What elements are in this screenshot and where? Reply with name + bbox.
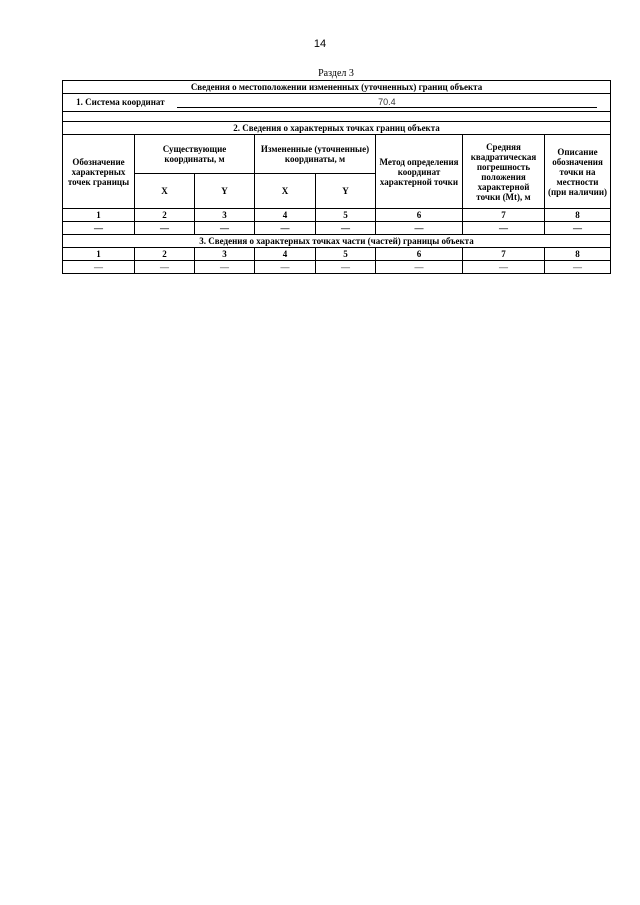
column-number: 3 xyxy=(195,209,255,222)
table-cell: — xyxy=(545,261,611,274)
table-cell: — xyxy=(376,222,463,235)
coordinate-system-label: 1. Система координат xyxy=(76,97,165,107)
table-cell: — xyxy=(195,261,255,274)
table-cell: — xyxy=(463,222,545,235)
table-cell: — xyxy=(135,261,195,274)
table-cell: — xyxy=(255,261,316,274)
column-number: 6 xyxy=(376,248,463,261)
subsection2-title-row xyxy=(63,122,611,135)
header-error: Средняя квадратическая погрешность положения характерной точки (Mt), м xyxy=(463,135,545,209)
page-number: 14 xyxy=(313,38,327,50)
header-description: Описание обозначения точки на местности (при наличии) xyxy=(545,135,611,209)
subsection3-title-row xyxy=(63,235,611,248)
column-number: 6 xyxy=(376,209,463,222)
table-cell: — xyxy=(135,222,195,235)
table-row xyxy=(63,261,611,274)
column-number: 5 xyxy=(316,248,376,261)
boundary-table xyxy=(62,80,611,274)
column-numbers-row-3 xyxy=(63,248,611,261)
header-designation: Обозначение характерных точек границы xyxy=(63,135,135,209)
table-cell: — xyxy=(316,222,376,235)
column-number: 4 xyxy=(255,248,316,261)
header-row-1 xyxy=(63,135,611,174)
column-number: 1 xyxy=(63,209,135,222)
column-number: 7 xyxy=(463,209,545,222)
subsection3-title: 3. Сведения о характерных точках части (частей) границы объекта xyxy=(63,235,611,248)
table-title-row xyxy=(63,81,611,94)
table-cell: — xyxy=(545,222,611,235)
column-number: 8 xyxy=(545,248,611,261)
header-changed: Измененные (уточненные) координаты, м xyxy=(255,135,376,174)
column-number: 2 xyxy=(135,248,195,261)
table-cell: — xyxy=(316,261,376,274)
blank-row xyxy=(63,112,611,122)
column-number: 2 xyxy=(135,209,195,222)
header-x-changed: X xyxy=(255,174,316,209)
table-cell: — xyxy=(63,222,135,235)
column-number: 4 xyxy=(255,209,316,222)
header-y-changed: Y xyxy=(316,174,376,209)
table-cell: — xyxy=(195,222,255,235)
column-numbers-row xyxy=(63,209,611,222)
table-title: Сведения о местоположении измененных (уточненных) границ объекта xyxy=(63,81,611,94)
header-existing: Существующие координаты, м xyxy=(135,135,255,174)
subsection2-title: 2. Сведения о характерных точках границ объекта xyxy=(63,122,611,135)
column-number: 3 xyxy=(195,248,255,261)
column-number: 7 xyxy=(463,248,545,261)
column-number: 5 xyxy=(316,209,376,222)
coordinate-system-row xyxy=(63,94,611,112)
table-cell: — xyxy=(255,222,316,235)
table-cell: — xyxy=(463,261,545,274)
header-x-existing: X xyxy=(135,174,195,209)
table-cell: — xyxy=(63,261,135,274)
header-method: Метод определения координат характерной точки xyxy=(376,135,463,209)
section-title: Раздел 3 xyxy=(318,68,354,79)
table-cell: — xyxy=(376,261,463,274)
header-y-existing: Y xyxy=(195,174,255,209)
column-number: 1 xyxy=(63,248,135,261)
column-number: 8 xyxy=(545,209,611,222)
coordinate-system-value: 70.4 xyxy=(177,97,597,108)
table-row xyxy=(63,222,611,235)
